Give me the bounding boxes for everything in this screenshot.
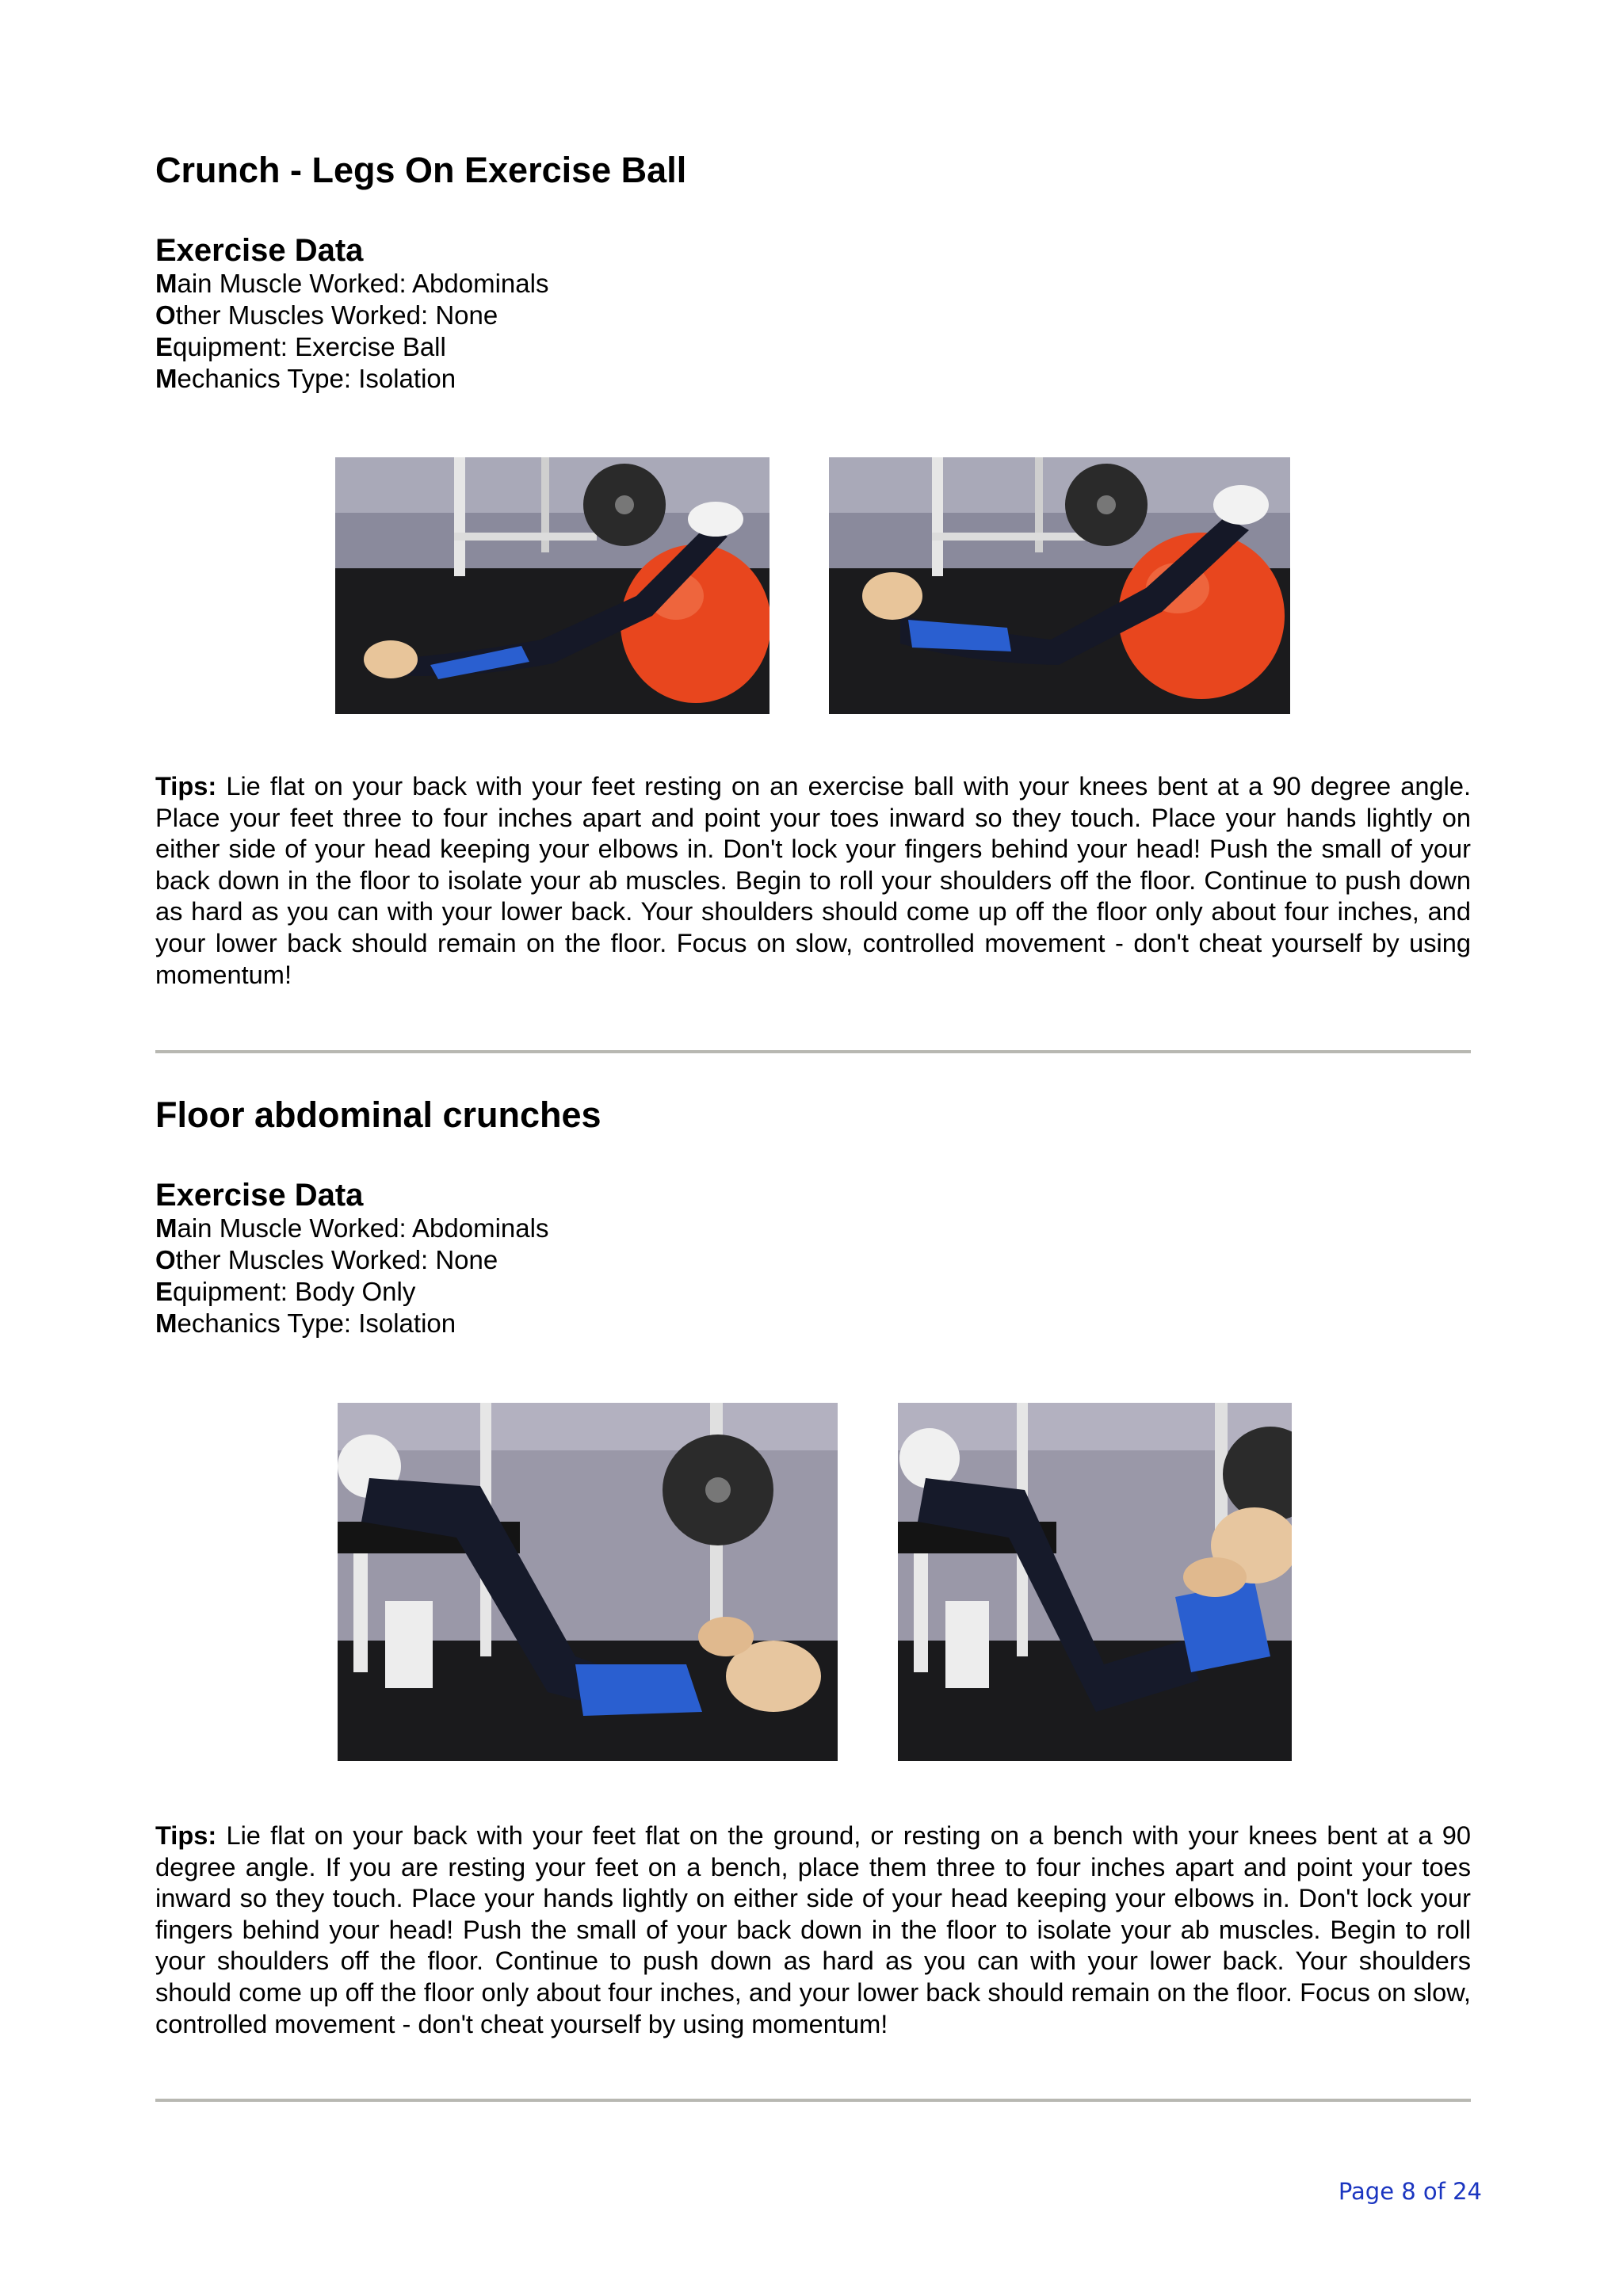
exercise-tips: Tips: Lie flat on your back with your feet flat on the ground, or resting on a bench with your knees bent at a 90 degree angle. If you are resting your feet on a bench, place them three to four inches apart and point your toes inward so they touch. Place your hands lightly on either side of your head keeping your elbows in. Don't lock your fingers behind your head! Push the small of your back down in the floor to isolate your ab muscles. Begin to roll your shoulders off the floor. Continue to push down as hard as you can with your lower back. Your shoulders should come up off the floor only about four inches, and your lower back should remain on the floor. Focus on slow, controlled movement - don't cheat yourself by using momentum!	[155, 1820, 1471, 2038]
exercise-tips: Tips: Lie flat on your back with your feet resting on an exercise ball with your knees bent at a 90 degree angle. Place your feet three to four inches apart and point your toes inward so they touch. Place your hands lightly on either side of your head keeping your elbows in. Don't lock your fingers behind your head! Push the small of your back down in the floor to isolate your ab muscles. Begin to roll your shoulders off the floor. Continue to push down as hard as you can with your lower back. Your shoulders should come up off the floor only about four inches, and your lower back should remain on the floor. Focus on slow, controlled movement - don't cheat yourself by using momentum!	[155, 771, 1471, 989]
exercise-photo-start	[338, 1403, 838, 1761]
exercise-section-2	[155, 1095, 1471, 1339]
mechanics-type-field: Mechanics Type: Isolation	[155, 1308, 456, 1338]
other-muscles-field: Other Muscles Worked: None	[155, 300, 498, 330]
section-divider	[155, 1050, 1471, 1053]
other-muscles-field: Other Muscles Worked: None	[155, 1245, 498, 1274]
exercise-title: Crunch - Legs On Exercise Ball	[155, 150, 687, 190]
page-number: Page 8 of 24	[1338, 2178, 1482, 2205]
section-divider	[155, 2099, 1471, 2102]
exercise-photo-end	[898, 1403, 1292, 1761]
exercise-data-heading: Exercise Data	[155, 233, 364, 268]
equipment-field: Equipment: Body Only	[155, 1277, 416, 1306]
main-muscle-field: Main Muscle Worked: Abdominals	[155, 269, 549, 298]
exercise-title: Floor abdominal crunches	[155, 1095, 601, 1135]
mechanics-type-field: Mechanics Type: Isolation	[155, 364, 456, 393]
exercise-photo-end	[829, 457, 1290, 714]
exercise-section-1	[155, 151, 1471, 395]
exercise-photo-start	[335, 457, 769, 714]
main-muscle-field: Main Muscle Worked: Abdominals	[155, 1213, 549, 1243]
exercise-data-heading: Exercise Data	[155, 1178, 364, 1213]
equipment-field: Equipment: Exercise Ball	[155, 332, 446, 361]
